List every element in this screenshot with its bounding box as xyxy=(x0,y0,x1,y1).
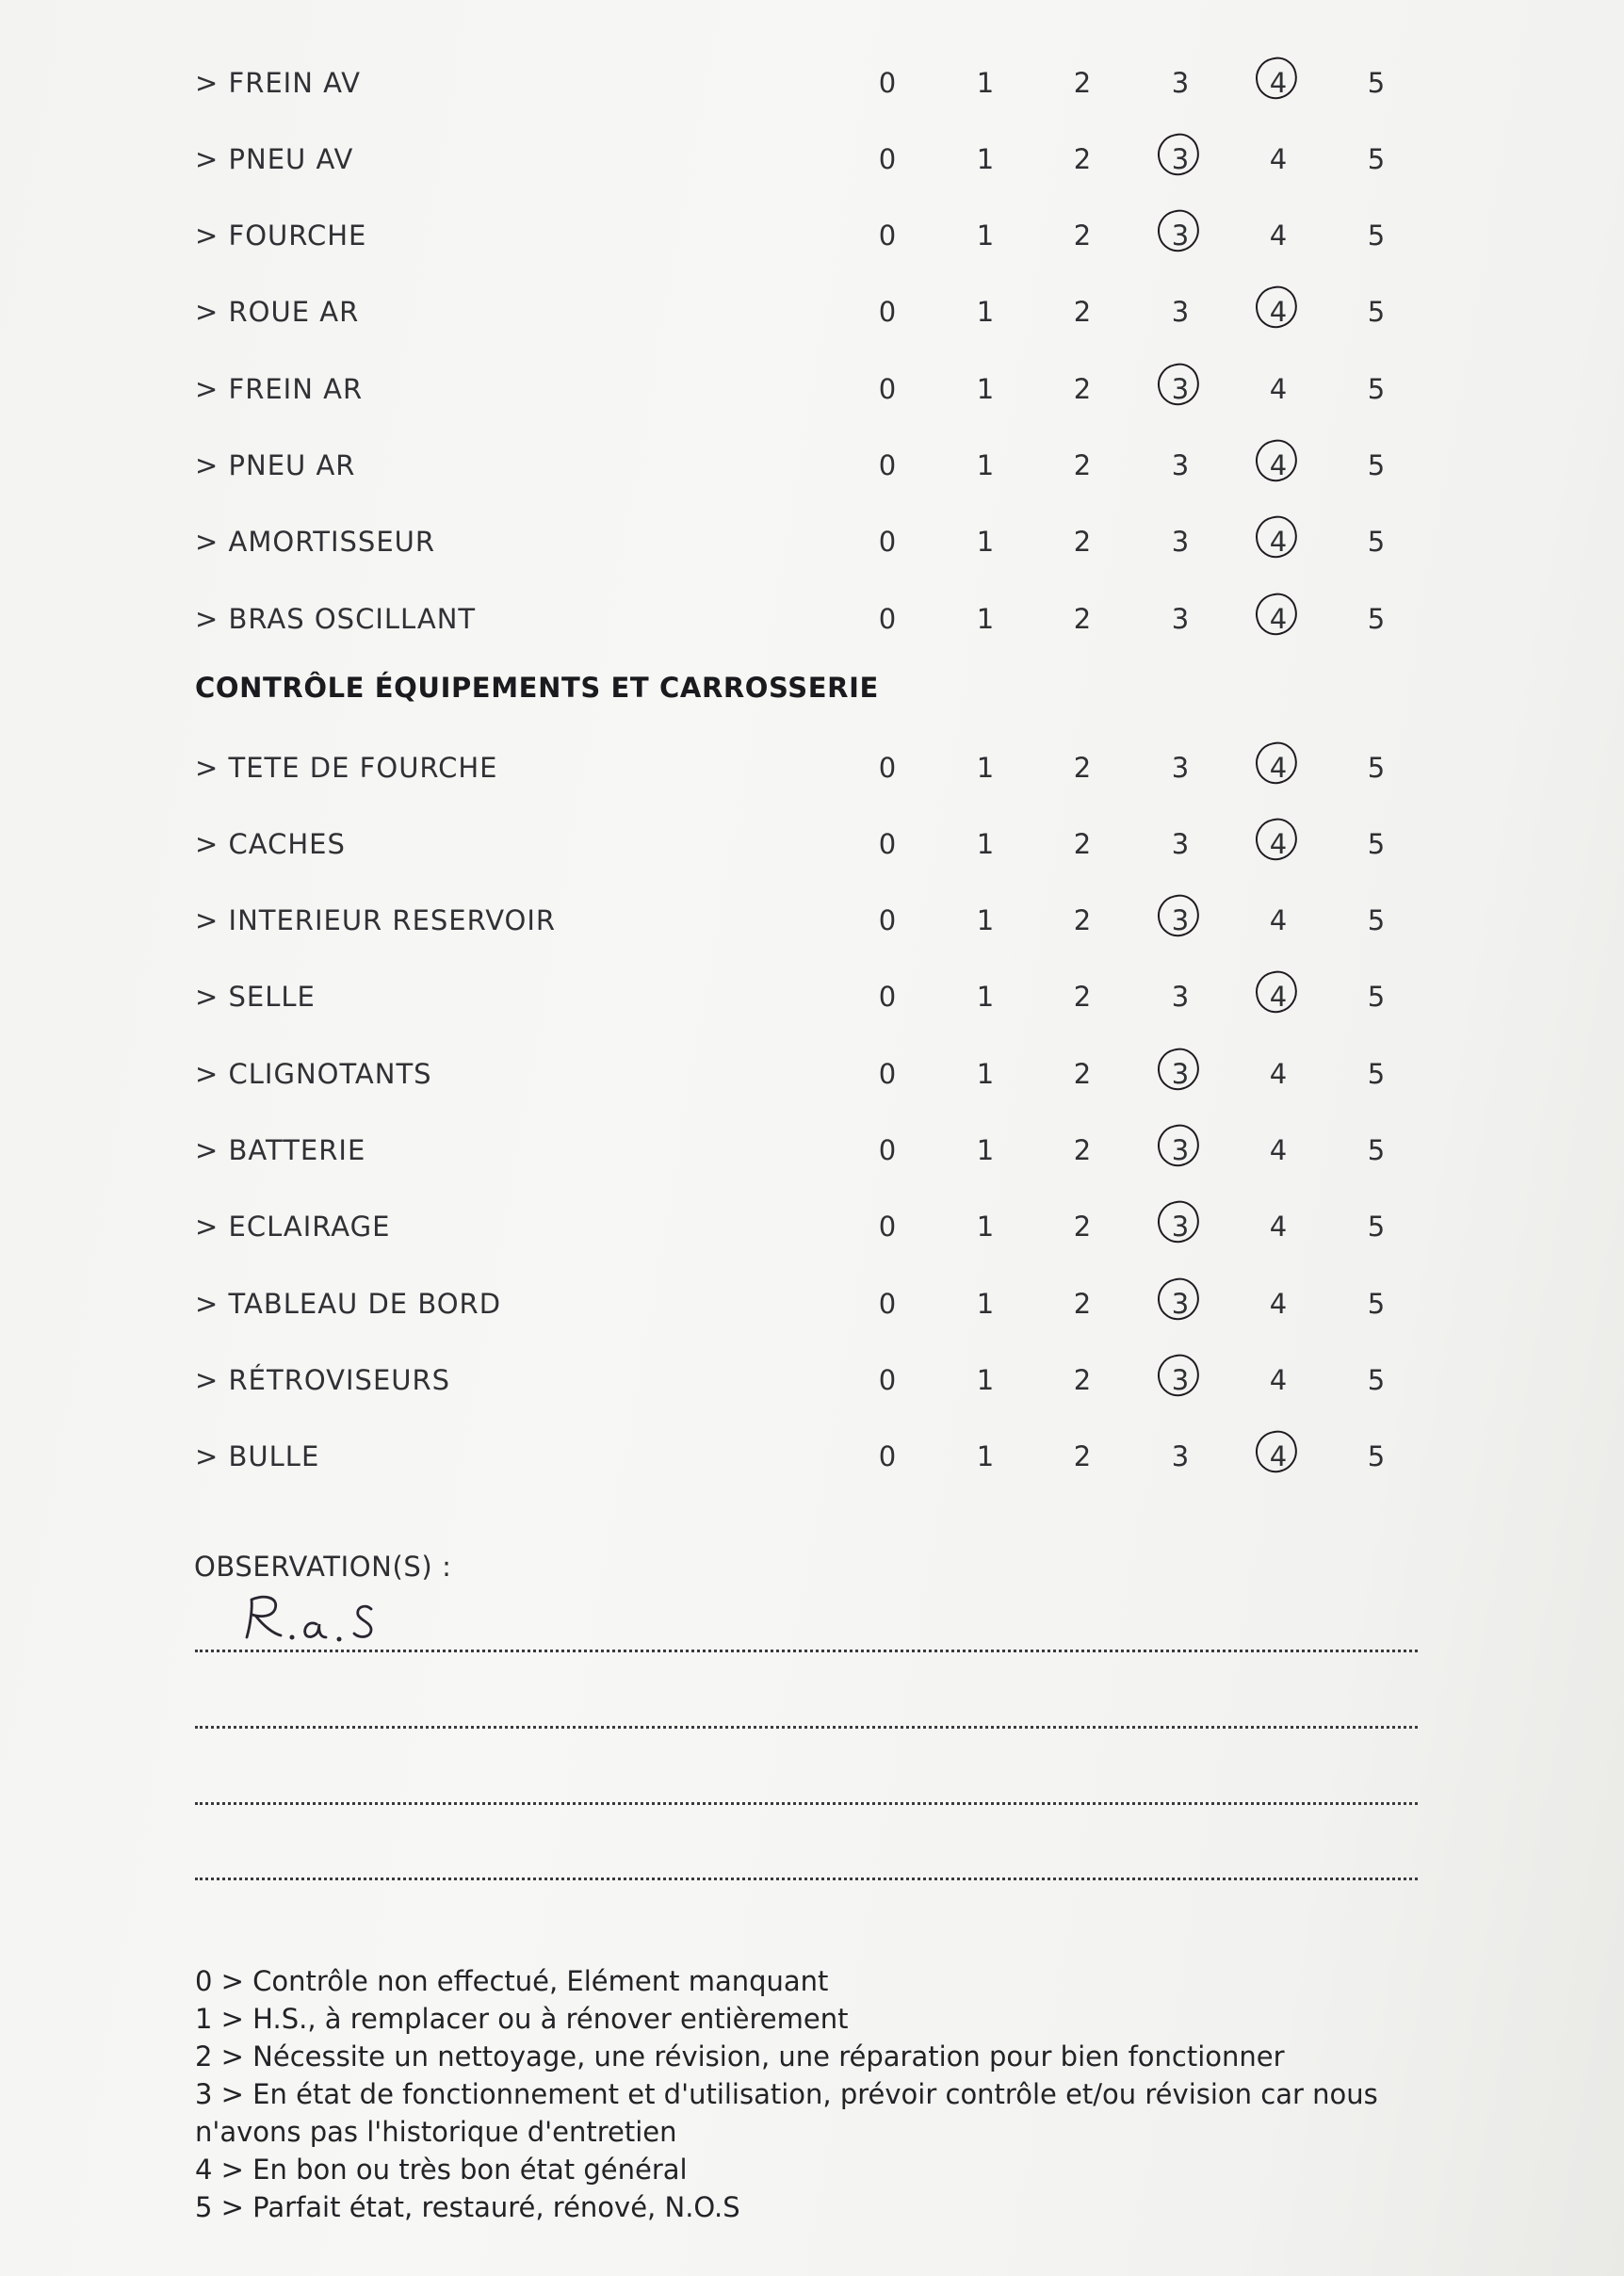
legend-line-4: 4 > En bon ou très bon état général xyxy=(195,2154,688,2186)
score-option-selected[interactable]: 3 xyxy=(1161,143,1199,175)
checklist-item-label: > BATTERIE xyxy=(195,1134,366,1166)
observation-line-1[interactable] xyxy=(195,1650,1418,1652)
score-option[interactable]: 3 xyxy=(1171,526,1190,559)
score-option[interactable]: 2 xyxy=(1073,1363,1092,1396)
score-option[interactable]: 0 xyxy=(878,904,897,937)
checklist-row xyxy=(0,729,1624,805)
score-option[interactable]: 4 xyxy=(1269,1211,1288,1244)
score-option-selected[interactable]: 4 xyxy=(1259,603,1297,635)
score-option-selected[interactable]: 3 xyxy=(1161,904,1199,936)
score-option[interactable]: 3 xyxy=(1171,1440,1190,1473)
score-option[interactable]: 1 xyxy=(976,1287,995,1320)
score-option-selected[interactable]: 4 xyxy=(1259,981,1297,1013)
observation-line-3[interactable] xyxy=(195,1802,1418,1805)
score-option[interactable]: 2 xyxy=(1073,296,1092,329)
score-option-selected[interactable]: 3 xyxy=(1161,219,1199,252)
score-option[interactable]: 0 xyxy=(878,296,897,329)
score-option[interactable]: 1 xyxy=(976,827,995,860)
score-option[interactable]: 2 xyxy=(1073,602,1092,635)
score-option[interactable]: 5 xyxy=(1367,1134,1386,1166)
score-option[interactable]: 3 xyxy=(1171,296,1190,329)
score-option-selected[interactable]: 3 xyxy=(1161,1134,1199,1166)
score-option[interactable]: 3 xyxy=(1171,66,1190,99)
score-option-selected[interactable]: 3 xyxy=(1161,1058,1199,1090)
checklist-item-label: > FREIN AR xyxy=(195,372,364,405)
checklist-row xyxy=(0,1113,1624,1189)
checklist-item-label: > BRAS OSCILLANT xyxy=(195,602,477,635)
score-option[interactable]: 4 xyxy=(1269,1057,1288,1090)
score-option-selected[interactable]: 4 xyxy=(1259,1440,1297,1472)
score-option[interactable]: 5 xyxy=(1367,1211,1386,1244)
score-option[interactable]: 0 xyxy=(878,219,897,252)
score-option[interactable]: 1 xyxy=(976,1134,995,1166)
score-option[interactable]: 5 xyxy=(1367,372,1386,405)
score-option[interactable]: 1 xyxy=(976,1440,995,1473)
legend-line-1: 1 > H.S., à remplacer ou à rénover entièrement xyxy=(195,2003,849,2035)
score-option[interactable]: 2 xyxy=(1073,219,1092,252)
score-legend xyxy=(195,1962,1448,2226)
checklist-row xyxy=(0,959,1624,1035)
score-option-selected[interactable]: 3 xyxy=(1161,1211,1199,1243)
checklist-item-label: > PNEU AV xyxy=(195,142,354,175)
score-option-selected[interactable]: 4 xyxy=(1259,296,1297,328)
score-option[interactable]: 5 xyxy=(1367,219,1386,252)
score-option[interactable]: 2 xyxy=(1073,142,1092,175)
checklist-row xyxy=(0,350,1624,427)
observations-label: OBSERVATION(S) : xyxy=(194,1551,452,1583)
section-title-equipment-bodywork: CONTRÔLE ÉQUIPEMENTS ET CARROSSERIE xyxy=(195,672,879,704)
score-option-selected[interactable]: 4 xyxy=(1259,67,1297,99)
score-option-selected[interactable]: 3 xyxy=(1161,1288,1199,1320)
score-option-selected[interactable]: 3 xyxy=(1161,373,1199,405)
checklist-item-label: > ROUE AR xyxy=(195,296,360,329)
legend-line-2: 2 > Nécessite un nettoyage, une révision, une réparation pour bien fonctionner xyxy=(195,2040,1285,2073)
checklist-row xyxy=(0,44,1624,121)
checklist-item-label: > TABLEAU DE BORD xyxy=(195,1287,502,1320)
score-option[interactable]: 2 xyxy=(1073,1211,1092,1244)
score-option[interactable]: 3 xyxy=(1171,449,1190,481)
score-option[interactable]: 5 xyxy=(1367,142,1386,175)
checklist-item-label: > SELLE xyxy=(195,981,316,1014)
checklist-row xyxy=(0,883,1624,959)
score-option[interactable]: 0 xyxy=(878,1134,897,1166)
score-option[interactable]: 4 xyxy=(1269,1134,1288,1166)
score-option[interactable]: 4 xyxy=(1269,219,1288,252)
score-option[interactable]: 1 xyxy=(976,372,995,405)
score-option[interactable]: 4 xyxy=(1269,142,1288,175)
checklist-row xyxy=(0,198,1624,274)
checklist-row xyxy=(0,504,1624,580)
score-option[interactable]: 5 xyxy=(1367,1057,1386,1090)
checklist-item-label: > RÉTROVISEURS xyxy=(195,1363,451,1396)
checklist-item-label: > CLIGNOTANTS xyxy=(195,1057,432,1090)
score-option[interactable]: 5 xyxy=(1367,602,1386,635)
score-option[interactable]: 0 xyxy=(878,66,897,99)
score-option[interactable]: 0 xyxy=(878,981,897,1014)
score-option[interactable]: 2 xyxy=(1073,904,1092,937)
score-option[interactable]: 1 xyxy=(976,142,995,175)
score-option[interactable]: 0 xyxy=(878,1211,897,1244)
score-option[interactable]: 4 xyxy=(1269,1287,1288,1320)
score-option[interactable]: 4 xyxy=(1269,1363,1288,1396)
checklist-item-label: > FOURCHE xyxy=(195,219,367,252)
checklist-row xyxy=(0,428,1624,504)
legend-line-0: 0 > Contrôle non effectué, Elément manquant xyxy=(195,1965,829,1997)
checklist-row xyxy=(0,805,1624,882)
score-option[interactable]: 2 xyxy=(1073,1134,1092,1166)
score-option[interactable]: 2 xyxy=(1073,449,1092,481)
score-option[interactable]: 1 xyxy=(976,296,995,329)
score-option[interactable]: 3 xyxy=(1171,981,1190,1014)
checklist-row xyxy=(0,274,1624,350)
score-option[interactable]: 1 xyxy=(976,981,995,1014)
score-option[interactable]: 1 xyxy=(976,1363,995,1396)
score-option[interactable]: 1 xyxy=(976,602,995,635)
score-option[interactable]: 5 xyxy=(1367,904,1386,937)
score-option[interactable]: 3 xyxy=(1171,602,1190,635)
score-option[interactable]: 0 xyxy=(878,1057,897,1090)
score-option[interactable]: 5 xyxy=(1367,1363,1386,1396)
legend-line-3: 3 > En état de fonctionnement et d'utilisation, prévoir contrôle et/ou révision car nous xyxy=(195,2078,1378,2110)
score-option[interactable]: 3 xyxy=(1171,751,1190,784)
score-option[interactable]: 1 xyxy=(976,904,995,937)
score-option[interactable]: 5 xyxy=(1367,296,1386,329)
checklist-row xyxy=(0,1189,1624,1265)
score-option[interactable]: 0 xyxy=(878,602,897,635)
observation-line-4[interactable] xyxy=(195,1878,1418,1880)
score-option[interactable]: 5 xyxy=(1367,449,1386,481)
score-option[interactable]: 5 xyxy=(1367,751,1386,784)
score-option-selected[interactable]: 3 xyxy=(1161,1364,1199,1396)
handwritten-observation-ras xyxy=(237,1588,426,1654)
checklist-item-label: > AMORTISSEUR xyxy=(195,526,436,559)
score-option[interactable]: 2 xyxy=(1073,372,1092,405)
score-option[interactable]: 0 xyxy=(878,142,897,175)
score-option[interactable]: 1 xyxy=(976,526,995,559)
observation-line-2[interactable] xyxy=(195,1726,1418,1729)
checklist-row xyxy=(0,121,1624,197)
score-option[interactable]: 2 xyxy=(1073,1440,1092,1473)
score-option-selected[interactable]: 4 xyxy=(1259,828,1297,860)
score-option-selected[interactable]: 4 xyxy=(1259,449,1297,481)
checklist-row xyxy=(0,1419,1624,1495)
score-option[interactable]: 0 xyxy=(878,1440,897,1473)
score-option[interactable]: 1 xyxy=(976,449,995,481)
score-option[interactable]: 1 xyxy=(976,66,995,99)
score-option[interactable]: 2 xyxy=(1073,827,1092,860)
score-option-selected[interactable]: 4 xyxy=(1259,526,1297,558)
legend-line-3-continued: n'avons pas l'historique d'entretien xyxy=(195,2116,677,2148)
score-option[interactable]: 2 xyxy=(1073,526,1092,559)
checklist-row xyxy=(0,580,1624,657)
score-option[interactable]: 5 xyxy=(1367,1440,1386,1473)
checklist-item-label: > FREIN AV xyxy=(195,66,361,99)
score-option[interactable]: 5 xyxy=(1367,981,1386,1014)
score-option[interactable]: 2 xyxy=(1073,66,1092,99)
score-option[interactable]: 0 xyxy=(878,526,897,559)
score-option[interactable]: 1 xyxy=(976,219,995,252)
score-option[interactable]: 5 xyxy=(1367,66,1386,99)
checklist-row xyxy=(0,1341,1624,1418)
score-option[interactable]: 5 xyxy=(1367,1287,1386,1320)
score-option[interactable]: 0 xyxy=(878,1363,897,1396)
score-option[interactable]: 3 xyxy=(1171,827,1190,860)
score-option[interactable]: 2 xyxy=(1073,751,1092,784)
checklist-item-label: > ECLAIRAGE xyxy=(195,1211,391,1244)
score-option[interactable]: 0 xyxy=(878,1287,897,1320)
score-option[interactable]: 2 xyxy=(1073,981,1092,1014)
score-option[interactable]: 0 xyxy=(878,449,897,481)
score-option[interactable]: 4 xyxy=(1269,904,1288,937)
score-option[interactable]: 1 xyxy=(976,1211,995,1244)
checklist-row xyxy=(0,1035,1624,1112)
score-option[interactable]: 0 xyxy=(878,372,897,405)
score-option-selected[interactable]: 4 xyxy=(1259,752,1297,784)
checklist-item-label: > TETE DE FOURCHE xyxy=(195,751,498,784)
checklist-row xyxy=(0,1265,1624,1341)
score-option[interactable]: 5 xyxy=(1367,526,1386,559)
score-option[interactable]: 0 xyxy=(878,751,897,784)
score-option[interactable]: 4 xyxy=(1269,372,1288,405)
score-option[interactable]: 2 xyxy=(1073,1057,1092,1090)
checklist-item-label: > PNEU AR xyxy=(195,449,356,481)
score-option[interactable]: 5 xyxy=(1367,827,1386,860)
score-option[interactable]: 1 xyxy=(976,751,995,784)
score-option[interactable]: 0 xyxy=(878,827,897,860)
checklist-item-label: > INTERIEUR RESERVOIR xyxy=(195,904,557,937)
score-option[interactable]: 2 xyxy=(1073,1287,1092,1320)
score-option[interactable]: 1 xyxy=(976,1057,995,1090)
legend-line-5: 5 > Parfait état, restauré, rénové, N.O.S xyxy=(195,2191,740,2223)
checklist-item-label: > CACHES xyxy=(195,827,346,860)
checklist-item-label: > BULLE xyxy=(195,1440,320,1473)
